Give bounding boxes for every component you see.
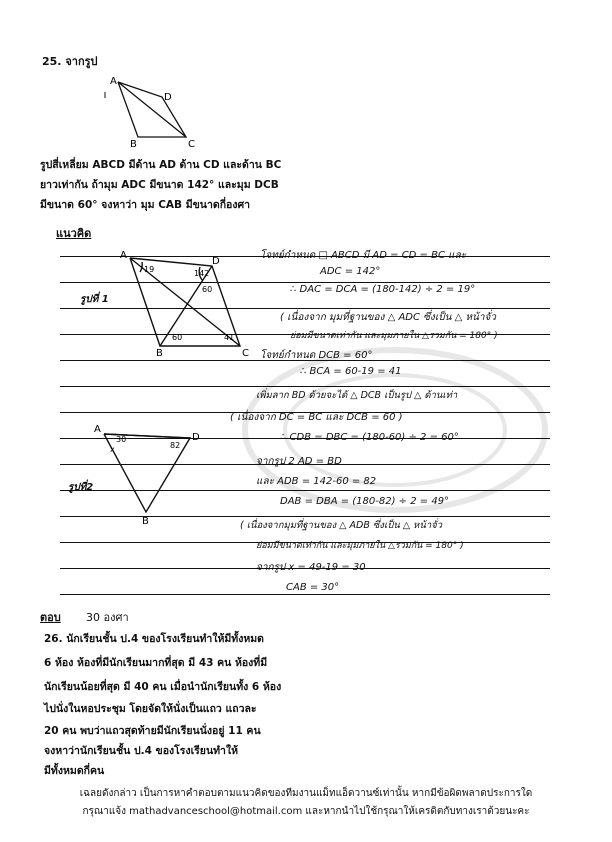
work-line-9: ( เนื่องจาก DC = BC และ DCB = 60 )	[230, 412, 403, 423]
answer-label: ตอบ	[40, 611, 61, 624]
fig2-angle-x: x	[110, 445, 115, 454]
fig1-label-d: D	[212, 256, 220, 267]
work-line-17: CAB = 30°	[286, 582, 340, 593]
fig1-label-b: B	[156, 348, 163, 358]
fig1-angle-19: 19	[144, 265, 155, 274]
fig1-label-c: C	[242, 348, 249, 358]
fig1-angle-60b: 60	[172, 333, 183, 342]
method-label: แนวคิด	[56, 227, 92, 240]
fig1-angle-60a: 60	[202, 285, 213, 294]
work-line-8: เพิ่มลาก BD ด้วยจะได้ △ DCB เป็นรูป △ ด้านเท่า	[256, 390, 458, 401]
work-line-12: และ ADB = 142-60 = 82	[256, 476, 377, 487]
solution-work-area	[60, 248, 550, 608]
work-line-3: ∴ DAC = DCA = (180-142) ÷ 2 = 19°	[290, 284, 476, 295]
question-25-line-3: มีขนาด 60° จงหาว่า มุม CAB มีขนาดกี่องศา	[40, 199, 251, 211]
question-25-line-2: ยาวเท่ากัน ถ้ามุม ADC มีขนาด 142° และมุม DCB	[40, 179, 279, 191]
question-26-line-3: นักเรียนน้อยที่สุด มี 40 คน เมื่อนำนักเรียนทั้ง 6 ห้อง	[44, 681, 282, 693]
question-26-line-4: ไปนั่งในหอประชุม โดยจัดให้นั่งเป็นแถว แถวละ	[44, 703, 257, 715]
work-line-7: ∴ BCA = 60-19 = 41	[300, 366, 402, 377]
fig2-label-a: A	[94, 424, 101, 435]
work-line-5: ย่อมมีขนาดเท่ากัน และมุมภายใน △รวมกัน = 180° )	[290, 331, 498, 341]
work-line-4: ( เนื่องจาก มุมที่ฐานของ △ ADC ซึ่งเป็น △ หน้าจั่ว	[280, 312, 496, 323]
fig2-label-d: D	[192, 432, 200, 443]
fig1-angle-41: 41	[224, 333, 235, 342]
work-line-1: โจทย์กำหนด □ ABCD มี AD = CD = BC และ	[260, 250, 467, 261]
question-25-header: 25. จากรูป	[42, 55, 98, 68]
question-26-line-1: 26. นักเรียนชั้น ป.4 ของโรงเรียนทำให้มีทั้งหมด	[44, 633, 264, 645]
question-25-line-1: รูปสี่เหลี่ยม ABCD มีด้าน AD ด้าน CD และด้าน BC	[40, 159, 282, 171]
question-26-line-6: จงหาว่านักเรียนชั้น ป.4 ของโรงเรียนทำให้	[44, 745, 238, 757]
question-25-figure	[96, 72, 216, 152]
work-line-16: จากรูป x = 49-19 = 30	[256, 562, 366, 573]
work-line-6: โจทย์กำหนด DCB = 60°	[260, 350, 373, 361]
question-26-line-5: 20 คน พบว่าแถวสุดท้ายมีนักเรียนนั่งอยู่ 11 คน	[44, 725, 261, 737]
work-line-14: ( เนื่องจากมุมที่ฐานของ △ ADB ซึ่งเป็น △ หน้าจั่ว	[240, 520, 443, 531]
work-line-15: ย่อมมีขนาดเท่ากัน และมุมภายใน △รวมกัน = 180° )	[256, 541, 464, 551]
quadrilateral-abcd	[118, 82, 186, 137]
question-26-line-2: 6 ห้อง ห้องที่มีนักเรียนมากที่สุด มี 43 คน ห้องที่มี	[44, 657, 268, 669]
work-line-11: จากรูป 2 AD = BD	[256, 456, 342, 467]
footer-line-1: เฉลยดังกล่าว เป็นการหาคำตอบตามแนวคิดของทีมงานแม็ทแอ็ดวานซ์เท่านั้น หากมีข้อผิดพลาดประการใด	[79, 788, 533, 799]
fig25-label-a: A	[110, 76, 117, 87]
fig2-label-b: B	[142, 516, 149, 527]
footer-line-2: กรุณาแจ้ง mathadvanceschool@hotmail.com และหากนำไปใช้กรุณาให้เครดิตกับทางเราด้วยนะคะ	[82, 806, 530, 817]
answer-value: 30 องศา	[86, 611, 129, 624]
figure-2	[80, 420, 220, 530]
fig2-label: รูปที่2	[68, 482, 94, 493]
fig2-angle-82: 82	[170, 441, 181, 450]
fig2-angle-30: 30	[116, 435, 127, 444]
question-26-line-7: มีทั้งหมดกี่คน	[44, 765, 105, 777]
fig1-label-a: A	[120, 250, 127, 261]
fig25-label-c: C	[188, 139, 195, 150]
work-line-2: ADC = 142°	[320, 266, 381, 277]
fig25-label-d: D	[164, 92, 172, 103]
work-line-10: ∴ CDB = DBC = (180-60) ÷ 2 = 60°	[280, 432, 459, 443]
work-line-13: DAB = DBA = (180-82) ÷ 2 = 49°	[280, 496, 450, 507]
fig1-label: รูปที่ 1	[80, 294, 109, 305]
fig25-label-b: B	[130, 139, 137, 150]
fig1-angle-142: 142	[194, 269, 210, 278]
